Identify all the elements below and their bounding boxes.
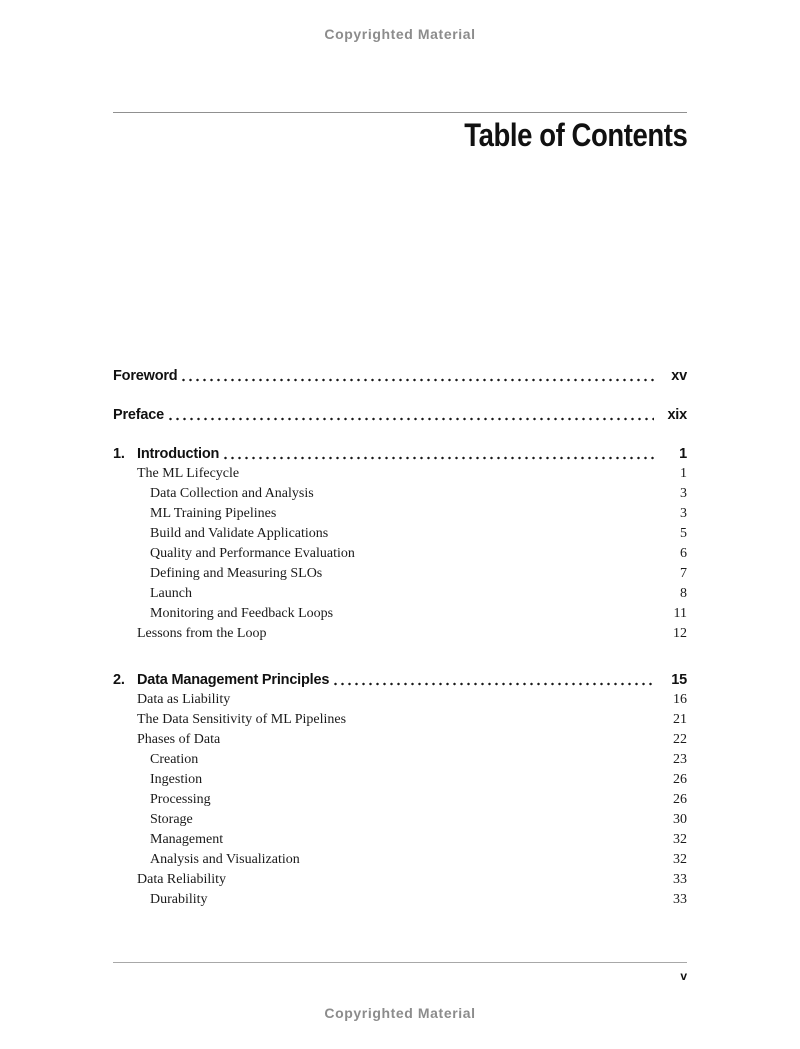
toc-entry-row bbox=[113, 604, 687, 624]
toc-entry-label: Data Reliability bbox=[137, 872, 227, 887]
page-ref: 32 bbox=[673, 852, 687, 867]
toc-entry-row bbox=[113, 770, 687, 790]
front-matter-label: Foreword bbox=[113, 368, 178, 384]
page-ref: 1 bbox=[679, 446, 687, 462]
page-title bbox=[113, 115, 687, 155]
toc-entry-label: Phases of Data bbox=[137, 732, 221, 747]
header-rule bbox=[113, 112, 687, 113]
page-ref: 12 bbox=[673, 626, 687, 641]
page-ref: 22 bbox=[673, 732, 687, 747]
page-ref: 5 bbox=[680, 526, 687, 541]
chapter-block bbox=[113, 444, 687, 644]
copyright-watermark-top: Copyrighted Material bbox=[324, 26, 476, 42]
page-ref: 7 bbox=[680, 566, 687, 581]
chapter-title: Data Management Principles bbox=[137, 672, 330, 688]
copyright-watermark-bottom: Copyrighted Material bbox=[324, 1005, 476, 1021]
toc-entry-row bbox=[113, 504, 687, 524]
toc-entry-row bbox=[113, 544, 687, 564]
toc-entry-row bbox=[113, 810, 687, 830]
toc-entry-label: Defining and Measuring SLOs bbox=[150, 566, 323, 581]
page-ref: 32 bbox=[673, 832, 687, 847]
toc-entry-label: ML Training Pipelines bbox=[150, 506, 277, 521]
toc-entry-row bbox=[113, 464, 687, 484]
front-matter-label: Preface bbox=[113, 407, 164, 423]
toc-entry-label: Monitoring and Feedback Loops bbox=[150, 606, 334, 621]
toc-entry-label: Creation bbox=[150, 752, 199, 767]
dot-leader bbox=[180, 372, 654, 386]
page-ref: 30 bbox=[673, 812, 687, 827]
toc-entry-row bbox=[113, 850, 687, 870]
toc-entry-label: The ML Lifecycle bbox=[137, 466, 240, 481]
dot-leader bbox=[332, 676, 654, 690]
toc-entry-row bbox=[113, 584, 687, 604]
page-ref: 23 bbox=[673, 752, 687, 767]
chapter-number: 1. bbox=[113, 446, 125, 462]
toc-entry-label: Data as Liability bbox=[137, 692, 231, 707]
page-ref: 26 bbox=[673, 792, 687, 807]
page-ref: 26 bbox=[673, 772, 687, 787]
page-ref: 33 bbox=[673, 872, 687, 887]
chapter-number: 2. bbox=[113, 672, 125, 688]
dot-leader bbox=[222, 450, 654, 464]
toc-entry-label: Launch bbox=[150, 586, 192, 601]
chapter-heading-row bbox=[113, 444, 687, 464]
table-of-contents bbox=[113, 366, 687, 910]
front-matter-row bbox=[113, 366, 687, 386]
page-ref: 16 bbox=[673, 692, 687, 707]
dot-leader bbox=[167, 411, 654, 425]
toc-entry-label: Durability bbox=[150, 892, 208, 907]
toc-entry-label: The Data Sensitivity of ML Pipelines bbox=[137, 712, 347, 727]
toc-entry-row bbox=[113, 710, 687, 730]
chapter-title: Introduction bbox=[137, 446, 220, 462]
toc-entry-row bbox=[113, 890, 687, 910]
footer-rule bbox=[113, 962, 687, 963]
chapter-heading-row bbox=[113, 670, 687, 690]
front-matter-row bbox=[113, 405, 687, 425]
toc-entry-label: Management bbox=[150, 832, 224, 847]
toc-entry-row bbox=[113, 690, 687, 710]
page-ref: 1 bbox=[680, 466, 687, 481]
toc-entry-label: Build and Validate Applications bbox=[150, 526, 329, 541]
toc-entry-label: Analysis and Visualization bbox=[150, 852, 300, 867]
chapter-block bbox=[113, 670, 687, 910]
toc-entry-label: Processing bbox=[150, 792, 211, 807]
toc-entry-label: Ingestion bbox=[150, 772, 203, 787]
page-title-text: Table of Contents bbox=[463, 117, 687, 153]
toc-entry-label: Storage bbox=[150, 812, 193, 827]
toc-entry-row bbox=[113, 870, 687, 890]
page-ref: 15 bbox=[671, 672, 687, 688]
page-ref: 3 bbox=[680, 506, 687, 521]
toc-entry-label: Quality and Performance Evaluation bbox=[150, 546, 355, 561]
toc-entry-row bbox=[113, 524, 687, 544]
page-ref: 33 bbox=[673, 892, 687, 907]
page-ref: xv bbox=[671, 368, 687, 384]
toc-entry-label: Data Collection and Analysis bbox=[150, 486, 314, 501]
page-ref: xix bbox=[667, 407, 687, 423]
page-ref: 11 bbox=[673, 606, 687, 621]
toc-entry-row bbox=[113, 730, 687, 750]
toc-entry-row bbox=[113, 750, 687, 770]
folio-page-number: v bbox=[680, 969, 687, 983]
toc-entry-row bbox=[113, 624, 687, 644]
page-ref: 21 bbox=[673, 712, 687, 727]
toc-entry-row bbox=[113, 484, 687, 504]
toc-entry-row bbox=[113, 564, 687, 584]
toc-entry-row bbox=[113, 790, 687, 810]
page-ref: 3 bbox=[680, 486, 687, 501]
page-ref: 6 bbox=[680, 546, 687, 561]
page-ref: 8 bbox=[680, 586, 687, 601]
toc-entry-row bbox=[113, 830, 687, 850]
toc-entry-label: Lessons from the Loop bbox=[137, 626, 267, 641]
